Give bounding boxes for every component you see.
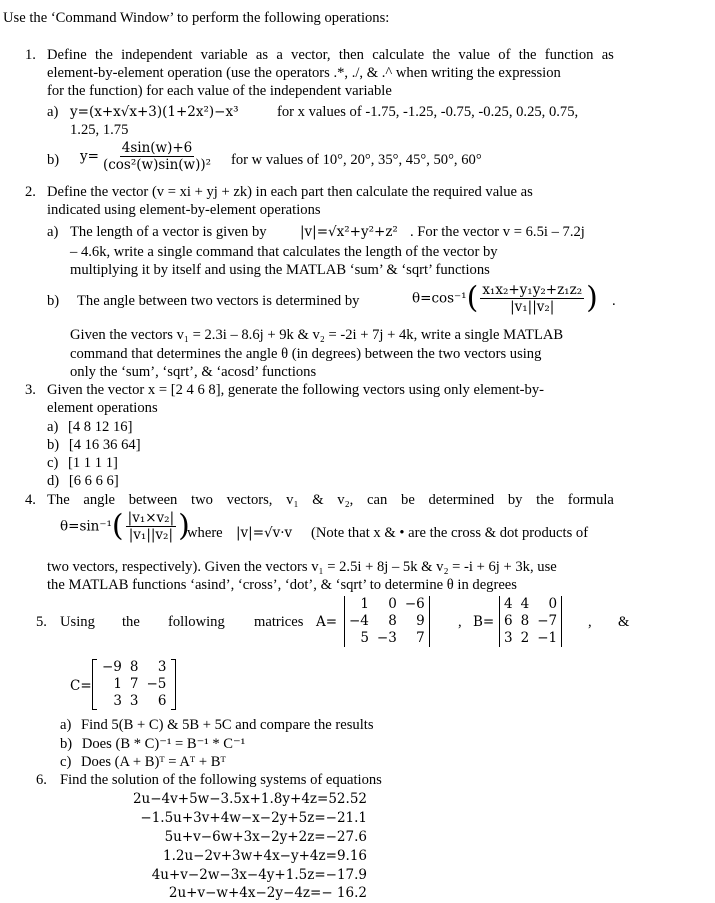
equation-4: 1.2u−2v+3w+4x−y+4z=9.16 bbox=[163, 848, 367, 864]
matrix-cell: 0 bbox=[388, 596, 397, 612]
q1a-text-cont: 1.25, 1.75 bbox=[70, 122, 129, 138]
q5-item-text: Does (B * C)⁻¹ = B⁻¹ * C⁻¹ bbox=[81, 736, 246, 752]
q3-item-c bbox=[47, 454, 118, 472]
q5-number: 5. bbox=[36, 614, 47, 630]
q3-item-b bbox=[47, 436, 141, 454]
matrix-cell: 8 bbox=[388, 613, 397, 629]
matrix-cell: 3 bbox=[113, 693, 122, 709]
q4-line1-word: can bbox=[367, 492, 388, 508]
matrix-cell: 7 bbox=[416, 630, 425, 646]
q4-line1-word: v₂, bbox=[337, 492, 354, 508]
q2a-post: . For the vector v = 6.5i – 7.2j bbox=[410, 224, 585, 240]
q4-line1-word: & bbox=[312, 492, 324, 508]
q1-line1 bbox=[47, 46, 614, 64]
matrix-cell: 1 bbox=[360, 596, 369, 612]
q1-line1-word: the bbox=[94, 47, 113, 63]
q2b-period: . bbox=[612, 293, 616, 309]
q4-line1-word: the bbox=[536, 492, 554, 508]
matrix-cell: −7 bbox=[537, 613, 558, 629]
q5-item-label: b) bbox=[60, 736, 73, 752]
q1-line1-word: the bbox=[518, 47, 537, 63]
q5-item-c bbox=[60, 753, 226, 771]
q4-denominator: |v₁||v₂| bbox=[128, 527, 174, 543]
q2-number: 2. bbox=[25, 184, 36, 200]
q2b-label: b) bbox=[47, 293, 60, 309]
q2b-line2: Given the vectors v₁ = 2.3i – 8.6j + 9k & v₂ = -2i + 7j + 4k, write a single MATLAB bbox=[70, 327, 564, 343]
matrix-cell: 4 bbox=[520, 596, 530, 612]
equation-1: 2u−4v+5w−3.5x+1.8y+4z=52.52 bbox=[132, 791, 367, 807]
q2a-line2: – 4.6k, write a single command that calculates the length of the vector by bbox=[70, 244, 498, 260]
q4-note: (Note that x & • are the cross & dot products of bbox=[311, 525, 589, 541]
q5-item-label: a) bbox=[60, 717, 72, 733]
q1a-label: a) bbox=[47, 104, 59, 120]
q3-item-text: [4 8 12 16] bbox=[68, 419, 133, 435]
matrix-cell: 6 bbox=[157, 693, 167, 709]
matrix-cell: 3 bbox=[157, 659, 167, 675]
q3-item-a bbox=[47, 418, 132, 436]
q1-line1-word: vector, bbox=[291, 47, 331, 63]
q1-line1-word: calculate bbox=[372, 47, 425, 63]
q5-word-matrices: matrices bbox=[254, 614, 304, 630]
q5-item-label: c) bbox=[60, 754, 72, 770]
matrix-cell: 5 bbox=[360, 630, 369, 646]
q1a-expression: y=(x+x√x+3)(1+2x²)−x³ bbox=[70, 104, 239, 120]
q3-line1: Given the vector x = [2 4 6 8], generate the following vectors using only element-by- bbox=[47, 382, 544, 398]
q1-line1-word: value bbox=[458, 47, 491, 63]
q4-line1-word: formula bbox=[567, 492, 614, 508]
q4-line3: two vectors, respectively). Given the vectors v₁ = 2.5i + 8j – 5k & v₂ = -i + 6j + 3k, use bbox=[47, 559, 557, 575]
matrix-cell: 2 bbox=[520, 630, 530, 646]
q2-line2: indicated using element-by-element operations bbox=[47, 202, 321, 218]
q3-item-text: [4 16 36 64] bbox=[68, 437, 141, 453]
q1-line1-word: as bbox=[255, 47, 269, 63]
q3-item-text: [1 1 1 1] bbox=[68, 455, 118, 471]
q4-formula bbox=[60, 510, 190, 543]
q4-right-paren: ) bbox=[178, 508, 190, 544]
q1-line1-word: function bbox=[544, 47, 594, 63]
q5-item-b bbox=[60, 735, 245, 753]
q4-line1 bbox=[47, 491, 614, 509]
q1b-text: for w values of 10°, 20°, 35°, 45°, 50°, 60° bbox=[231, 152, 482, 168]
q3-line2: element operations bbox=[47, 400, 158, 416]
q4-line4: the MATLAB functions ‘asind’, ‘cross’, ‘dot’, & ‘sqrt’ to determine θ in degrees bbox=[47, 577, 517, 593]
matrix-cell: −1 bbox=[537, 630, 558, 646]
q1-line2: element-by-element operation (use the operators .*, ./, & .^ when writing the expression bbox=[47, 65, 561, 81]
q1-line1-word: independent bbox=[121, 47, 193, 63]
q3-item-d bbox=[47, 472, 119, 490]
q4-line1-word: two bbox=[191, 492, 213, 508]
q1-line1-word: a bbox=[276, 47, 283, 63]
q1b-numerator: 4sin(w)+6 bbox=[121, 140, 193, 156]
matrix-cell: 0 bbox=[548, 596, 558, 612]
q2a-pre: The length of a vector is given by bbox=[70, 224, 267, 240]
q5-item-text: Does (A + B)ᵀ = Aᵀ + Bᵀ bbox=[81, 754, 226, 770]
q4-line1-word: be bbox=[401, 492, 415, 508]
matrix-cell: 8 bbox=[520, 613, 530, 629]
matrix-cell: 3 bbox=[129, 693, 139, 709]
matrix-cell: −9 bbox=[102, 659, 122, 675]
q1-line1-word: the bbox=[432, 47, 451, 63]
q2a-line3: multiplying it by itself and using the MATLAB ‘sum’ & ‘sqrt’ functions bbox=[70, 262, 490, 278]
q5-comma-1: , bbox=[458, 614, 462, 630]
q3-item-label: a) bbox=[47, 419, 59, 435]
matrix-cell: 8 bbox=[129, 659, 139, 675]
q1-line1-word: variable bbox=[200, 47, 248, 63]
q5-item-text: Find 5(B + C) & 5B + 5C and compare the results bbox=[81, 717, 374, 733]
q4-line1-word: v₁ bbox=[286, 492, 299, 508]
equation-5: 4u+v−2w−3x−4y+1.5z=−17.9 bbox=[151, 867, 367, 883]
matrix-cell: 9 bbox=[416, 613, 425, 629]
q3-number: 3. bbox=[25, 382, 36, 398]
q4-number: 4. bbox=[25, 492, 36, 508]
q2b-denominator: |v₁||v₂| bbox=[510, 299, 555, 315]
matrix-cell: −3 bbox=[376, 630, 397, 646]
matrix-B bbox=[499, 596, 562, 647]
q5-ampersand: & bbox=[618, 614, 630, 630]
matrix-cell: −5 bbox=[146, 676, 167, 692]
q2a-label: a) bbox=[47, 224, 59, 240]
q2b-line3: command that determines the angle θ (in degrees) between the two vectors using bbox=[70, 346, 542, 362]
matrix-cell: 7 bbox=[129, 676, 139, 692]
matrix-cell: 3 bbox=[504, 630, 513, 646]
q2b-numerator: x₁x₂+y₁y₂+z₁z₂ bbox=[482, 282, 583, 298]
q2b-line4: only the ‘sum’, ‘sqrt’, & ‘acosd’ functions bbox=[70, 364, 317, 380]
q1b-lhs: y= bbox=[80, 148, 99, 165]
q5-word-using: Using bbox=[60, 614, 95, 630]
q4-line1-word: angle bbox=[83, 492, 116, 508]
q4-line1-word: determined bbox=[428, 492, 495, 508]
q1b-denominator: (cos²(w)sin(w))² bbox=[102, 157, 212, 173]
q4-norm-expression: |v|=√v·v bbox=[236, 525, 293, 541]
q3-item-label: d) bbox=[47, 473, 60, 489]
q1-line3: for the function) for each value of the independent variable bbox=[47, 83, 392, 99]
q1a-text: for x values of -1.75, -1.25, -0.75, -0.25, 0.25, 0.75, bbox=[277, 104, 579, 120]
matrix-A bbox=[344, 596, 430, 647]
matrix-cell: 1 bbox=[113, 676, 122, 692]
equation-6: 2u+v−w+4x−2y−4z=− 16.2 bbox=[168, 885, 367, 901]
q3-item-text: [6 6 6 6] bbox=[68, 473, 119, 489]
matrix-cell: 6 bbox=[504, 613, 513, 629]
q2b-lhs: θ=cos⁻¹ bbox=[412, 290, 467, 307]
q2-line1: Define the vector (v = xi + yj + zk) in each part then calculate the required value as bbox=[47, 184, 533, 200]
q2b-pre: The angle between two vectors is determined by bbox=[77, 293, 360, 309]
q2b-expression bbox=[412, 282, 598, 315]
q1-number: 1. bbox=[25, 47, 36, 63]
q1-line1-word: as bbox=[601, 47, 614, 63]
q4-line1-word: between bbox=[128, 492, 178, 508]
q3-item-label: b) bbox=[47, 437, 60, 453]
intro-text: Use the ‘Command Window’ to perform the following operations: bbox=[3, 10, 390, 26]
q4-where: where bbox=[187, 525, 223, 541]
q5-word-the: the bbox=[122, 614, 140, 630]
q5-B-label: B= bbox=[473, 614, 495, 630]
q4-numerator: |v₁×v₂| bbox=[127, 510, 175, 526]
q2a-expression: |v|=√x²+y²+z² bbox=[300, 224, 398, 240]
q4-line1-word: The bbox=[47, 492, 70, 508]
q1-line1-word: of bbox=[498, 47, 511, 63]
q5-item-a bbox=[60, 716, 374, 734]
q5-A-label: A= bbox=[316, 614, 338, 630]
q2b-right-paren: ) bbox=[586, 280, 598, 316]
q5-comma-2: , bbox=[588, 614, 592, 630]
q1-line1-word: Define bbox=[47, 47, 87, 63]
q5-word-following: following bbox=[168, 614, 225, 630]
matrix-cell: −4 bbox=[349, 613, 369, 629]
q6-line1: Find the solution of the following systems of equations bbox=[60, 772, 382, 788]
q1b-fraction bbox=[101, 140, 213, 173]
q2b-fraction bbox=[480, 282, 584, 315]
q4-line1-word: vectors, bbox=[226, 492, 273, 508]
q1b-expression bbox=[80, 140, 215, 173]
matrix-C bbox=[92, 659, 176, 710]
q4-fraction bbox=[126, 510, 177, 543]
q5-C-label: C= bbox=[70, 678, 92, 694]
q4-lhs: θ=sin⁻¹ bbox=[60, 518, 112, 535]
matrix-cell: 4 bbox=[504, 596, 513, 612]
q1-line1-word: then bbox=[338, 47, 364, 63]
q1b-label: b) bbox=[47, 152, 60, 168]
q6-number: 6. bbox=[36, 772, 47, 788]
q4-line1-word: by bbox=[507, 492, 523, 508]
equation-3: 5u+v−6w+3x−2y+2z=−27.6 bbox=[164, 829, 367, 845]
matrix-cell: −6 bbox=[404, 596, 425, 612]
q4-left-paren: ( bbox=[111, 508, 124, 544]
equation-2: −1.5u+3v+4w−x−2y+5z=−21.1 bbox=[140, 810, 367, 826]
q3-item-label: c) bbox=[47, 455, 59, 471]
q2b-left-paren: ( bbox=[466, 280, 479, 316]
